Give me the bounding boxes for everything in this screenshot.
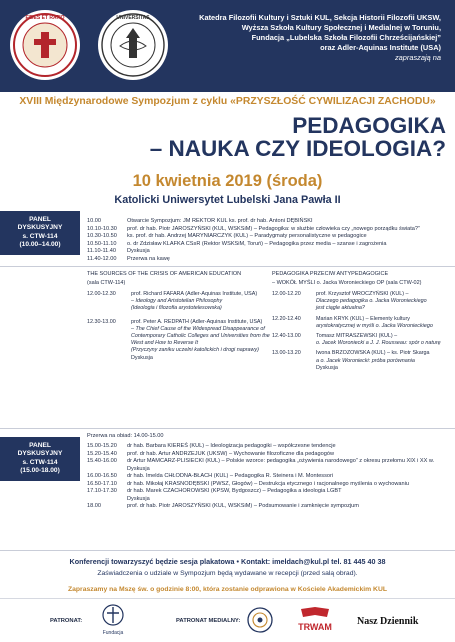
row-text: Przerwa na kawę [127, 255, 170, 262]
row-text: Dyskusja [127, 495, 150, 502]
schedule-row [87, 503, 455, 511]
row-time: 18.00 [87, 503, 101, 509]
row-text: ks. prof. dr hab. Andrzej MARYNIARCZYK (KUL) – Paradygmaty personalistyczne w pedagogice [127, 233, 367, 239]
media-patronage-label: PATRONAT MEDIALNY: [176, 618, 241, 624]
row-time: 10.00 [87, 218, 101, 224]
divider [0, 428, 455, 429]
list-item [272, 333, 452, 347]
schedule-row [87, 233, 455, 241]
panel-room: s. CTW-114 [22, 458, 58, 466]
schedule-row [87, 218, 455, 226]
item-discussion: Dyskusja [131, 354, 153, 361]
university-seal-left-icon [8, 8, 82, 82]
item-title: a o. Jacek Woroniecki: próba porównania [316, 357, 415, 364]
schedule-row [87, 481, 455, 489]
panel-time: (10.00–14.00) [19, 241, 61, 249]
mass-invitation: Zapraszamy na Mszę św. o godzinie 8:00, która zostanie odprawiona w Kościele Akademickim KUL [67, 586, 388, 593]
organizer-line: Katedra Filozofii Kultury i Sztuki KUL, Sekcja Historii Filozofii UKSW, [199, 13, 441, 22]
university-seal-right-icon [96, 8, 170, 82]
item-speaker: prof. Peter A. REDPATH (Adler-Aquinas Institute, USA) [131, 318, 263, 325]
tv-trwam-logo-icon [297, 605, 333, 635]
event-title [0, 114, 446, 160]
event-date: 10 kwietnia 2019 (środa) [132, 172, 323, 190]
patron-name: Fundacja [102, 630, 124, 636]
item-time: 12.40-13.00 [272, 333, 301, 340]
organizer-line: Fundacja „Lubelska Szkoła Filozofii Chrześcijańskiej” [251, 33, 441, 42]
section-b-heading: PEDAGOGIKA PRZECIW ANTYPEDAGOGICE [272, 271, 389, 277]
item-speaker: Iwona BRZOZOWSKA (KUL) – ks. Piotr Skarga [316, 350, 430, 357]
row-text: Otwarcie Sympozjum: JM REKTOR KUL ks. prof. dr hab. Antoni DĘBIŃSKI [127, 218, 313, 224]
schedule-row [87, 466, 455, 474]
trwam-text: TRWAM [298, 622, 332, 632]
list-item [272, 350, 452, 372]
row-time: 11.10-11.40 [87, 248, 117, 254]
schedule-row [87, 451, 455, 459]
row-text: Dyskusja [127, 248, 150, 254]
row-time: 10.50-11.10 [87, 240, 117, 247]
logo-left-text: FIDES ET RATIO [25, 15, 65, 21]
item-title: o. Jacek Woroniecki a J. J. Rousseau: spór o naturę [316, 340, 441, 347]
panel-room: s. CTW-114 [22, 232, 58, 240]
item-details [316, 350, 452, 372]
lunch-break: Przerwa na obiad: 14.00-15.00 [87, 433, 164, 439]
item-time: 12.20-12.40 [272, 315, 301, 322]
row-time: 10.10-10.30 [87, 225, 117, 232]
schedule-row [87, 226, 455, 234]
item-title: – Ideology and Aristotelian Philosophy [131, 298, 223, 305]
divider [0, 550, 455, 551]
schedule-row [87, 256, 455, 264]
panel-1-schedule [87, 218, 455, 263]
row-text: prof. dr hab. Piotr JAROSZYŃSKI (KUL, WSKSiM) – Podsumowanie i zamknięcie sympozjum [127, 503, 359, 509]
row-text: dr hab. Imelda CHŁODNA-BŁACH (KUL) – Pedagogika R. Steinera i M. Montessori [127, 473, 334, 479]
item-title: Contemporary Catholic Colleges and Universities from the [131, 333, 270, 340]
item-details [316, 291, 452, 313]
section-b-list [272, 291, 452, 375]
item-speaker: Tomasz MITRASZEWSKI (KUL) – [316, 333, 398, 340]
title-line-1: PEDAGOGIKA [292, 113, 446, 138]
row-text: dr hab. Mikołaj KRASNODĘBSKI (PWSZ, Głogów) – Destrukcja etycznego i racjonalnego myślenia o wychowaniu [127, 480, 409, 487]
item-title: – The Chief Cause of the Widespread Disappearance of [131, 325, 265, 332]
panel-label: PANEL [29, 442, 51, 449]
item-time: 12.00-12.30 [87, 291, 116, 297]
row-text: o. dr Zdzisław KLAFKA CSsR (Rektor WSKSiM, Toruń) – Pedagogika przez media – szanse i zagrożenia [127, 240, 387, 247]
item-details [316, 333, 452, 347]
row-text: Dyskusja [127, 465, 150, 472]
row-time [87, 466, 127, 474]
section-a-list [87, 291, 270, 365]
section-a-heading: THE SOURCES OF THE CRISIS OF AMERICAN EDUCATION [87, 271, 242, 277]
presents-text: zapraszają na [394, 53, 441, 62]
title-line-2: – NAUKA CZY IDEOLOGIA? [149, 136, 446, 161]
row-time: 15.00-15.20 [87, 443, 117, 449]
divider [0, 266, 455, 267]
foundation-emblem-icon [96, 602, 130, 638]
panel-time: (15.00-18.00) [20, 467, 60, 475]
organizers-block [171, 13, 441, 63]
row-time [87, 496, 127, 504]
conference-contact: Konferencji towarzyszyć będzie sesja plakatowa • Kontakt: imeldach@kul.pl tel. 81 445 40 38 [69, 557, 386, 566]
radio-maryja-icon [246, 606, 274, 634]
schedule-row [87, 496, 455, 504]
item-details [131, 291, 267, 313]
symposium-series: XVIII Międzynarodowe Sympozjum z cyklu «PRZYSZŁOŚĆ CYWILIZACJI ZACHODU» [19, 96, 436, 107]
row-text: prof. dr hab. Piotr JAROSZYŃSKI (KUL, WSKSiM) – Pedagogika: w służbie człowieka czy „nowego porządku świata?” [127, 225, 420, 232]
row-time: 15.20-15.40 [87, 450, 117, 457]
row-time: 15.40-16.00 [87, 458, 117, 464]
item-speaker: prof. Richard FAFARA (Adler-Aquinas Institute, USA) [131, 291, 258, 297]
item-details [316, 316, 452, 330]
nasz-dziennik-logo: Nasz Dziennik [357, 616, 419, 627]
panel-2-schedule [87, 443, 455, 511]
row-text: prof. dr hab. Artur ANDRZEJUK (UKSW) – Wychowanie filozoficzne dla pedagogów [127, 450, 335, 457]
row-text: dr hab. Marek CZACHOROWSKI (KPSW, Bydgoszcz) – Pedagogika a ideologia LGBT [127, 488, 342, 494]
panel-1-badge [0, 211, 80, 255]
item-title: (Przyczyny zaniku uczelni katolickich i drogi naprawy) [131, 347, 259, 354]
schedule-row [87, 473, 455, 481]
patrons-footer [0, 598, 455, 642]
item-speaker: Marian KRYK (KUL) – Elementy kultury [316, 315, 410, 322]
schedule-row [87, 241, 455, 249]
organizer-line: Wyższa Szkoła Kultury Społecznej i Medialnej w Toruniu, [241, 23, 441, 32]
panel-label: DYSKUSYJNY [17, 224, 63, 232]
schedule-row [87, 248, 455, 256]
schedule-row [87, 458, 455, 466]
logo-right-text: UNIVERSITAS [116, 15, 150, 21]
list-item [272, 316, 452, 330]
item-title: jest ciągle aktualna? [316, 305, 365, 312]
item-discussion: Dyskusja [316, 364, 338, 371]
organizer-line: oraz Adler-Aquinas Institute (USA) [320, 43, 441, 52]
item-speaker: prof. Krzysztof WROCZYŃSKI (KUL) – [316, 291, 409, 297]
item-title: West and How to Reverse It [131, 340, 199, 347]
row-time: 17.10-17.30 [87, 488, 117, 494]
schedule-row [87, 443, 455, 451]
row-text: dr hab. Barbara KIEREŚ (KUL) – Ideologizacja pedagogiki – współczesne tendencje [127, 443, 336, 449]
section-a-room: (sala CTW-114) [87, 280, 126, 286]
item-time: 12.00-12.20 [272, 291, 301, 297]
item-details [131, 319, 270, 362]
row-time: 16.50-17.10 [87, 480, 117, 487]
list-item [272, 291, 452, 313]
row-time: 11.40-12.00 [87, 255, 117, 262]
item-title: arystokratycznej w myśli o. Jacka Woronieckiego [316, 322, 433, 329]
list-item [87, 291, 267, 313]
panel-label: DYSKUSYJNY [17, 450, 63, 458]
row-time: 10.30-10.50 [87, 233, 117, 239]
item-title: (Ideologia i filozofia arystotelesowska) [131, 305, 222, 312]
panel-label: PANEL [29, 216, 51, 223]
item-time: 13.00-13.20 [272, 350, 301, 357]
event-venue: Katolicki Uniwersytet Lubelski Jana Pawła II [114, 194, 341, 206]
panel-2-badge [0, 437, 80, 481]
certificates-note: Zaświadczenia o udziale w Sympozjum będą wydawane w recepcji (przed salą obrad). [97, 570, 358, 577]
list-item [87, 318, 270, 362]
header-band [0, 0, 455, 92]
section-b-moderator: – WOKÓŁ MYŚLI o. Jacka Woronieckiego OP (sala CTW-02) [272, 280, 422, 286]
row-time: 16.00-16.50 [87, 473, 117, 479]
item-time: 12.30-13.00 [87, 318, 116, 325]
patronage-label: PATRONAT: [50, 618, 83, 624]
schedule-row [87, 488, 455, 496]
item-title: Dlaczego pedagogika o. Jacka Woronieckiego [316, 298, 427, 305]
row-text: dr Artur MAMCARZ-PLISIECKI (KUL) – Polskie wzorce: pedagogika „ożywienia narodowego” z okresu przełomu XIX i XX w. [127, 458, 435, 464]
